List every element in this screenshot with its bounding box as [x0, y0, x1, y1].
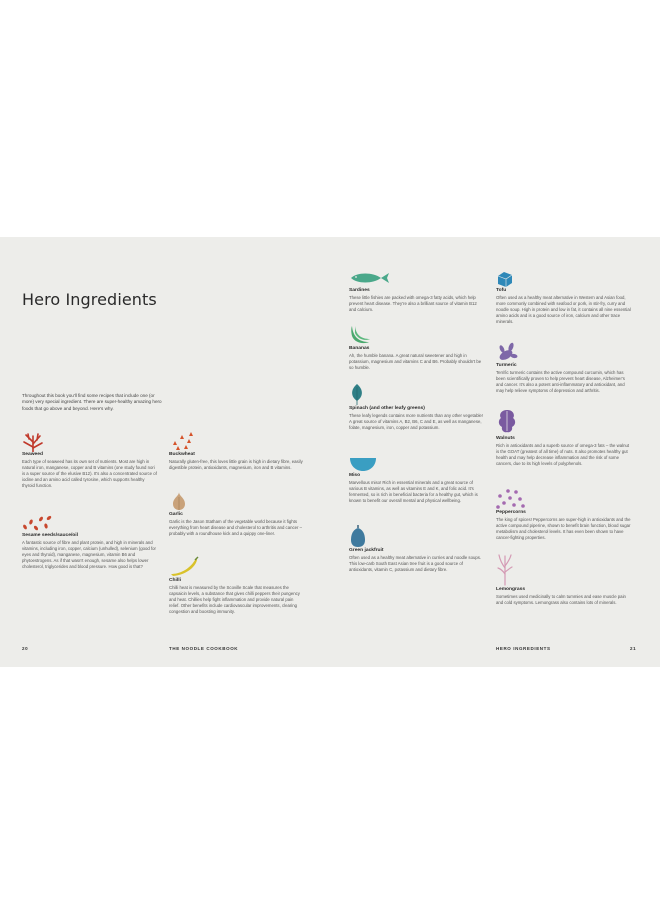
ingredient-peppercorns [496, 510, 632, 541]
sesame-seeds-icon [22, 514, 52, 532]
intro-paragraph: Throughout this book you'll find some recipes that include one (or more) very special ingredient. There are super-healthy amazing hero foods that go above and beyond. Here's why. [22, 393, 162, 411]
ingredient-desc: Rich in antioxidants and a superb source of omega-3 fats – the walnut is the GOAT (greatest of all time) of nuts. It also promotes healthy gut health and may help decrease inflammation and the risk of some cancers, due to its high levels of polyphenols. [496, 442, 630, 466]
running-head-left: THE NOODLE COOKBOOK [169, 646, 239, 651]
ingredient-tofu [496, 288, 632, 325]
page-title: Hero Ingredients [22, 290, 157, 309]
miso-bowl-icon [349, 456, 377, 472]
ingredient-desc: These leafy legends contains more nutrients than any other vegetable! A great source of vitamins A, B2, B6, C and E, as well as manganese, folate, magnesium, iron, copper and potassium. [349, 412, 484, 430]
ingredient-name: Green jackfruit [349, 548, 384, 553]
ingredient-desc: Garlic is the Jason Statham of the vegetable world because it fights everything from heart disease and cholesterol to arthritis and cancer – probably with a roundhouse kick and a quippy one-liner. [169, 518, 303, 536]
ingredient-name: Spinach (and other leafy greens) [349, 406, 425, 411]
jackfruit-icon [349, 524, 367, 548]
lemongrass-icon [496, 554, 514, 586]
ingredient-name: Sesame seeds/sauce/oil [22, 533, 79, 538]
ingredient-desc: Terrific turmeric contains the active compound curcumin, which has been scientifically proven to help prevent heart disease, Alzheimer's and cancer. It's also a potent anti-inflammatory and antioxidant, and may help relieve symptoms of depression and arthritis. [496, 369, 625, 393]
ingredient-desc: Marvellous miso! Rich in essential minerals and a great source of various B vitamins, as well as vitamins E and K, and folic acid. It's fermented, so is rich in beneficial bacteria for a healthy gut, which is known to benefit our overall mental and physical wellbeing. [349, 479, 478, 503]
ingredient-desc: Often used as a healthy meat alternative in Western and Asian food, more commonly combined with seafood or pork, in stir-fry, curry and noodle soup. High in protein and low in fat, it contains all nine essential amino acids and is a good source of iron, calcium and other trace minerals. [496, 294, 631, 325]
ingredient-desc: Each type of seaweed has its own set of nutrients. Most are high in natural iron, manganese, copper and B vitamins (one study found nori is a super source of the elusive B12). It's also a concentrated source of iodine and an amino acid called tyrosine, which supports healthy thyroid function. [22, 458, 157, 489]
ingredient-bananas [349, 346, 485, 371]
ingredient-name: Peppercorns [496, 510, 526, 515]
ingredient-desc: These little fishies are packed with omega-3 fatty acids, which help prevent heart disease. They're also a brilliant source of vitamin B12 and calcium. [349, 294, 477, 312]
ingredient-desc: Naturally gluten-free, this loves little grain is high in dietary fibre, easily digestible protein, antioxidants, magnesium, iron and B vitamins. [169, 458, 303, 470]
garlic-icon [169, 491, 189, 511]
spinach-icon [349, 383, 365, 405]
ingredient-chilli [169, 578, 305, 615]
ingredient-name: Garlic [169, 512, 183, 517]
ingredient-sardines [349, 288, 485, 313]
ingredient-name: Miso [349, 473, 361, 478]
ingredient-miso [349, 473, 485, 504]
ingredient-turmeric [496, 363, 632, 394]
ingredient-garlic [169, 512, 305, 537]
ingredient-desc: A fantastic source of fibre and plant protein, and high in minerals and vitamins, including iron, copper, calcium (unhulled), selenium (good for eyes and thyroid), manganese, magnesium, vitamin B6 and phytoestrogens. As if that wasn't enough, sesame also helps lower cholesterol, triglycerides and blood pressure. How good is that? [22, 539, 156, 570]
ingredient-desc: Chilli heat is measured by the Scoville Scale that measures the capsaicin levels, a substance that gives chilli peppers their pungency and heat. Chillies help fight inflammation and provide natural pain relief. Other benefits include cardiovascular improvements, clearing congestion and boosting immunity. [169, 584, 300, 615]
sardine-icon [349, 271, 391, 285]
ingredient-name: Chilli [169, 578, 181, 583]
walnut-icon [496, 408, 518, 434]
banana-icon [349, 323, 371, 345]
ingredient-name: Tofu [496, 288, 507, 293]
peppercorns-icon [496, 488, 526, 510]
ingredient-name: Walnuts [496, 436, 515, 441]
tofu-icon [496, 270, 514, 288]
ingredient-sesame [22, 533, 158, 570]
ingredient-walnuts [496, 436, 632, 467]
ingredient-buckwheat [169, 452, 305, 471]
seaweed-icon [22, 432, 44, 452]
ingredient-jackfruit [349, 548, 485, 573]
ingredient-name: Turmeric [496, 363, 517, 368]
ingredient-name: Bananas [349, 346, 370, 351]
turmeric-icon [496, 341, 518, 363]
ingredient-name: Lemongrass [496, 587, 526, 592]
buckwheat-icon [169, 431, 195, 451]
ingredient-name: Sardines [349, 288, 370, 293]
page-number-right: 21 [630, 646, 637, 651]
ingredient-desc: Sometimes used medicinally to calm tummies and ease muscle pain and cold symptoms. Lemongrass also contains lots of minerals. [496, 593, 626, 605]
ingredient-desc: The king of spices! Peppercorns are super-high in antioxidants and the active compound piperine, shown to benefit brain function, blood sugar metabolism and cholesterol levels. It has even been shown to have cancer-fighting properties. [496, 516, 631, 540]
page-number-left: 20 [22, 646, 29, 651]
ingredient-spinach [349, 406, 485, 431]
ingredient-name: Seaweed [22, 452, 43, 457]
ingredient-lemongrass [496, 587, 632, 606]
ingredient-name: Buckwheat [169, 452, 195, 457]
ingredient-desc: Often used as a healthy meat alternative in curries and noodle soups. This low-carb South East Asian tree fruit is a good source of antioxidants, vitamin C, potassium and dietary fibre. [349, 554, 482, 572]
chilli-icon [169, 556, 199, 576]
ingredient-seaweed [22, 452, 158, 489]
running-head-right: HERO INGREDIENTS [496, 646, 551, 651]
ingredient-desc: Ah, the humble banana. A great natural sweetener and high in potassium, magnesium and vitamins C and B6. Probably shouldn't be so humble. [349, 352, 482, 370]
